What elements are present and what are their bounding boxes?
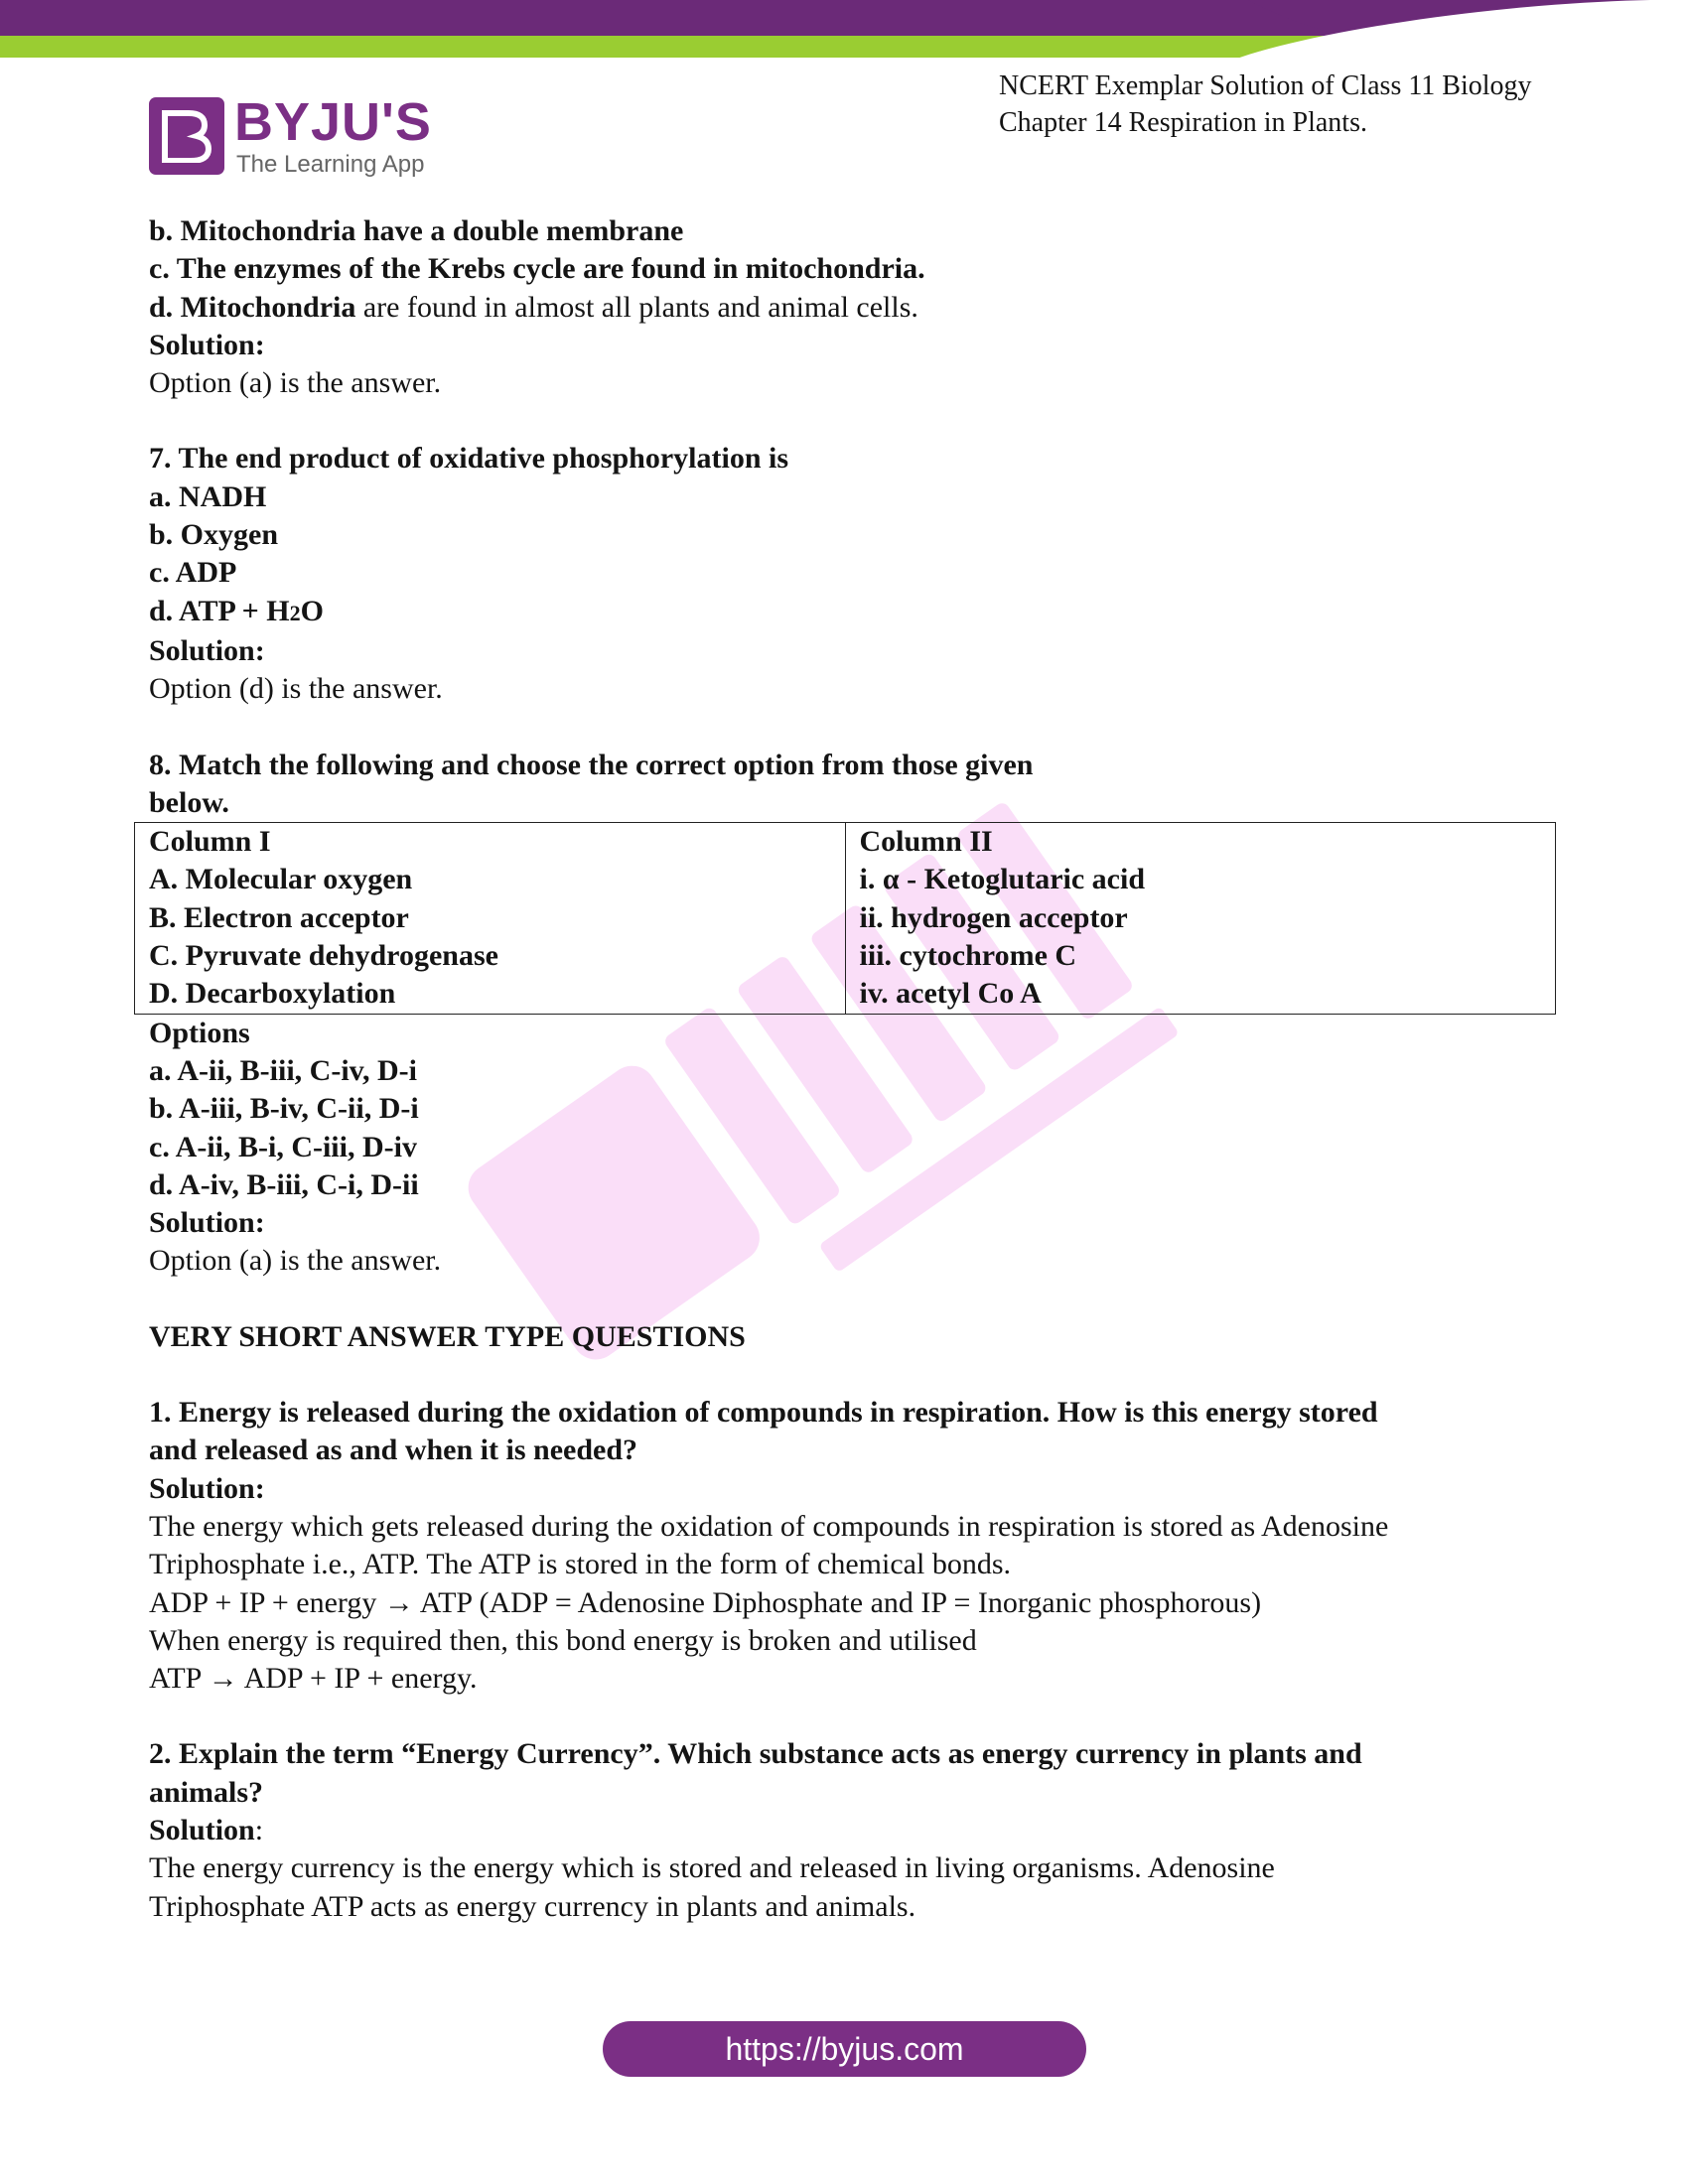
vs1-question-line-2: and released as and when it is needed? bbox=[149, 1433, 638, 1467]
vs1-solution-label: Solution: bbox=[149, 1471, 265, 1505]
column-2-item: i. α - Ketoglutaric acid bbox=[859, 863, 1146, 896]
q8-options-label: Options bbox=[149, 1016, 250, 1049]
match-column-1 bbox=[135, 823, 846, 1014]
vs2-question-line-1: 2. Explain the term “Energy Currency”. Which substance acts as energy currency in plants and bbox=[149, 1737, 1362, 1771]
q7-option-a: a. NADH bbox=[149, 479, 267, 513]
column-1-header: Column I bbox=[149, 825, 271, 859]
column-1-item: B. Electron acceptor bbox=[149, 900, 409, 934]
vs2-solution-line: The energy currency is the energy which is stored and released in living organisms. Adenosine bbox=[149, 1851, 1275, 1885]
q8-option-d: d. A-iv, B-iii, C-i, D-ii bbox=[149, 1167, 419, 1201]
vs1-solution-line: When energy is required then, this bond energy is broken and utilised bbox=[149, 1623, 977, 1657]
q8-option-a: a. A-ii, B-iii, C-iv, D-i bbox=[149, 1053, 417, 1087]
document-header bbox=[999, 68, 1532, 141]
q7-question: 7. The end product of oxidative phosphorylation is bbox=[149, 442, 789, 476]
vs1-solution-line: ATP → ADP + IP + energy. bbox=[149, 1662, 478, 1696]
logo-title: BYJU'S bbox=[234, 92, 432, 152]
vs2-solution-line: Triphosphate ATP acts as energy currency in plants and animals. bbox=[149, 1889, 916, 1923]
vs1-solution-line: The energy which gets released during the oxidation of compounds in respiration is stored as Adenosine bbox=[149, 1509, 1389, 1543]
q7-option-b: b. Oxygen bbox=[149, 518, 279, 552]
q6-option-b: b. Mitochondria have a double membrane bbox=[149, 214, 684, 247]
q7-answer: Option (d) is the answer. bbox=[149, 672, 443, 706]
header-line-1: NCERT Exemplar Solution of Class 11 Biology bbox=[999, 70, 1532, 101]
logo-subtitle: The Learning App bbox=[236, 151, 425, 178]
q6-answer: Option (a) is the answer. bbox=[149, 366, 442, 400]
q6-option-d-bold: d. Mitochondria bbox=[149, 290, 356, 324]
match-column-2 bbox=[845, 823, 1556, 1014]
q7-option-d bbox=[149, 593, 1559, 632]
vs2-question-line-2: animals? bbox=[149, 1775, 264, 1809]
q8-solution-label: Solution: bbox=[149, 1206, 265, 1240]
column-2-item: ii. hydrogen acceptor bbox=[859, 900, 1128, 934]
q8-answer: Option (a) is the answer. bbox=[149, 1244, 442, 1278]
q8-question-line-2: below. bbox=[149, 785, 229, 819]
byjus-logo bbox=[149, 92, 447, 181]
document-body bbox=[149, 212, 1559, 1926]
q6-option-d-rest: are found in almost all plants and animal cells. bbox=[355, 290, 918, 324]
vs1-solution-line: ADP + IP + energy → ATP (ADP = Adenosine Diphosphate and IP = Inorganic phosphorous) bbox=[149, 1585, 1262, 1619]
q7-option-d-pre: d. ATP + H bbox=[149, 594, 290, 627]
header-line-2: Chapter 14 Respiration in Plants. bbox=[999, 107, 1367, 138]
q8-option-b: b. A-iii, B-iv, C-ii, D-i bbox=[149, 1092, 419, 1126]
q6-solution-label: Solution: bbox=[149, 328, 265, 361]
vs2-solution-label: Solution bbox=[149, 1813, 255, 1846]
column-1-item: D. Decarboxylation bbox=[149, 977, 396, 1011]
q6-option-d bbox=[149, 289, 1559, 327]
q6-option-c: c. The enzymes of the Krebs cycle are found in mitochondria. bbox=[149, 252, 925, 286]
footer-url-link[interactable]: https://byjus.com bbox=[603, 2021, 1086, 2077]
column-1-item: C. Pyruvate dehydrogenase bbox=[149, 939, 498, 973]
table-row bbox=[135, 823, 1556, 1014]
column-1-item: A. Molecular oxygen bbox=[149, 863, 413, 896]
q8-question-line-1: 8. Match the following and choose the correct option from those given bbox=[149, 748, 1034, 781]
column-2-item: iv. acetyl Co A bbox=[859, 977, 1042, 1011]
match-table bbox=[134, 822, 1556, 1014]
q7-solution-label: Solution: bbox=[149, 633, 265, 667]
q7-option-d-sub: 2 bbox=[289, 600, 301, 625]
column-2-header: Column II bbox=[859, 825, 993, 859]
q7-option-c: c. ADP bbox=[149, 556, 237, 590]
vs1-solution-line: Triphosphate i.e., ATP. The ATP is stored in the form of chemical bonds. bbox=[149, 1548, 1011, 1581]
q8-option-c: c. A-ii, B-i, C-iii, D-iv bbox=[149, 1130, 417, 1163]
section-title: VERY SHORT ANSWER TYPE QUESTIONS bbox=[149, 1319, 746, 1353]
column-2-item: iii. cytochrome C bbox=[859, 939, 1077, 973]
logo-b-icon bbox=[149, 97, 224, 175]
q7-option-d-post: O bbox=[300, 594, 324, 627]
vs1-question-line-1: 1. Energy is released during the oxidation of compounds in respiration. How is this energy stored bbox=[149, 1396, 1378, 1430]
vs2-solution-colon: : bbox=[254, 1813, 264, 1846]
vs2-solution-label-line bbox=[149, 1812, 1559, 1849]
